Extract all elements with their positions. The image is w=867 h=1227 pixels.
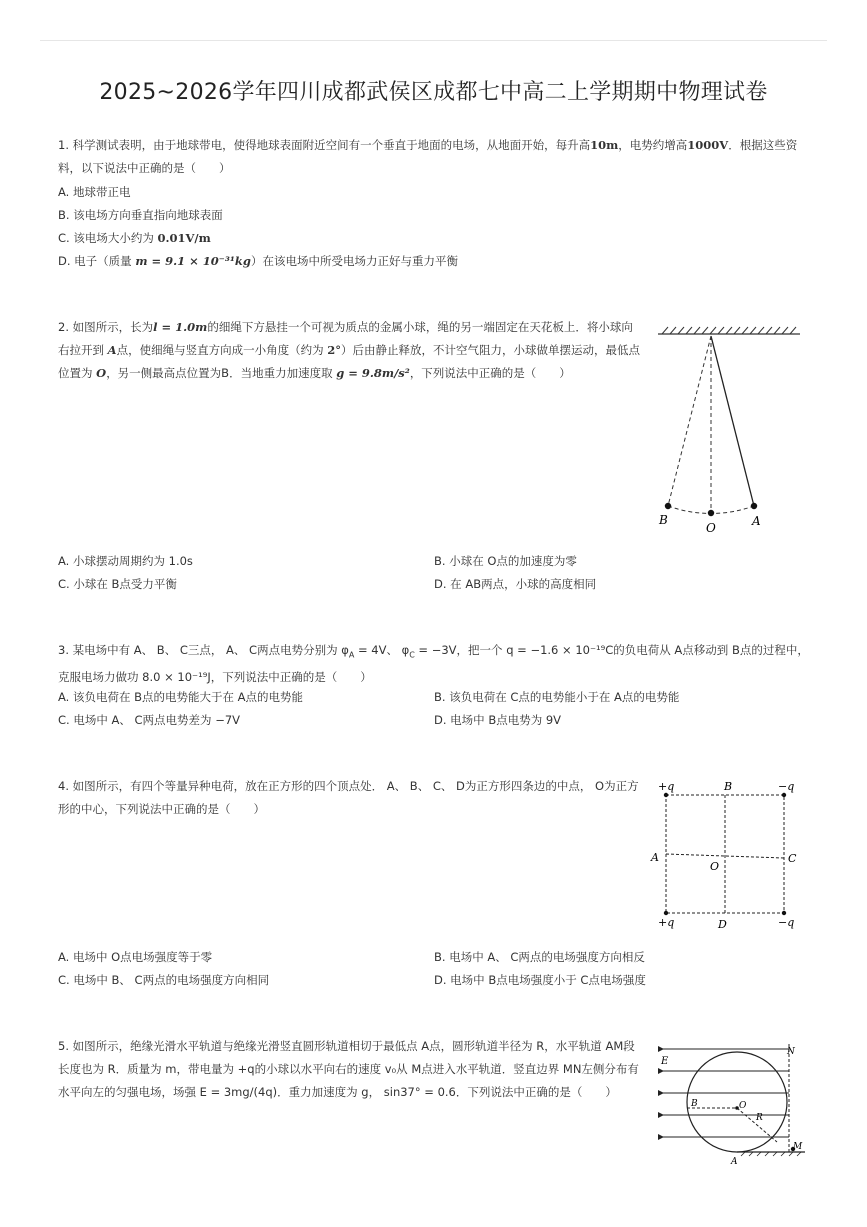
q1-option-c[interactable] [58, 230, 211, 246]
page-title: 2025~2026学年四川成都武侯区成都七中高二上学期期中物理试卷 [99, 80, 768, 105]
label-plus-q-top: +q [658, 780, 675, 793]
q2-stem-text-4: ）后由静止释放，不计空气阻力，小球做单摆运动，最低点位置为 [58, 343, 641, 380]
label-minus-q-bottom: −q [778, 916, 795, 929]
q3-subscript-a: A [348, 650, 355, 660]
ball-b [665, 503, 671, 509]
q4-option-a[interactable]: A. 电场中 O点电场强度等于零 [58, 950, 213, 964]
label-a: A [752, 514, 761, 528]
q1-option-d-text-1: D. 电子（质量 [58, 254, 136, 268]
q2-option-d[interactable]: D. 在 AB两点，小球的高度相同 [434, 577, 597, 591]
q3-stem-text-3: = −3V，把一个 q = −1.6 × 10⁻¹⁹C的负电荷从 A点移动到 B点的过程中，克服电场力做功 8.0 × 10⁻¹⁹J，下列说法中正确的是（ ） [58, 643, 809, 685]
q1-value-height: 10m [590, 138, 619, 152]
string-to-b [668, 336, 711, 506]
label-m: M [793, 1142, 803, 1152]
header-divider [40, 40, 827, 41]
q1-option-c-text: C. 该电场大小约为 [58, 231, 158, 245]
q3-option-a[interactable]: A. 该负电荷在 B点的电势能大于在 A点的电势能 [58, 690, 304, 704]
q2-option-c[interactable]: C. 小球在 B点受力平衡 [58, 577, 177, 591]
q3-option-d[interactable]: D. 电场中 B点电势为 9V [434, 713, 562, 727]
label-a: A [651, 851, 659, 864]
field-lines [663, 1049, 789, 1137]
question-1-stem [58, 134, 810, 180]
charge-top-left [664, 793, 668, 797]
label-d: D [718, 918, 727, 931]
q4-option-b[interactable]: B. 电场中 A、 C两点的电场强度方向相反 [434, 950, 645, 964]
label-plus-q-bottom: +q [658, 916, 675, 929]
q2-option-b[interactable]: B. 小球在 O点的加速度为零 [434, 554, 577, 568]
label-o: O [739, 1101, 747, 1111]
label-e: E [661, 1056, 669, 1067]
q3-subscript-c: C [409, 650, 415, 660]
q4-option-d[interactable]: D. 电场中 B点电场强度小于 C点电场强度 [434, 973, 646, 987]
q1-stem-text-3: ．根据这些资料，以下说法中正确的是（ ） [58, 138, 798, 175]
q2-stem-text-2: 的细绳下方悬挂一个可视为质点的金属小球，绳的另一端固定在天花板上．将小球向右拉开到 [58, 320, 633, 357]
charge-square-figure [648, 776, 808, 936]
label-n: N [787, 1047, 795, 1057]
ball-o [708, 510, 714, 516]
q1-option-a[interactable]: A. 地球带正电 [58, 185, 131, 199]
q2-value-a: A [107, 343, 117, 357]
label-a: A [731, 1157, 738, 1166]
label-r: R [756, 1113, 763, 1123]
q1-option-d-value: m = 9.1 × 10⁻³¹kg [135, 254, 251, 268]
q3-option-b[interactable]: B. 该负电荷在 C点的电势能小于在 A点的电势能 [434, 690, 680, 704]
q1-option-d-text-2: ）在该电场中所受电场力正好与重力平衡 [250, 254, 458, 268]
label-minus-q-top: −q [778, 780, 795, 793]
q4-option-c[interactable]: C. 电场中 B、 C两点的电场强度方向相同 [58, 973, 270, 987]
label-b: B [724, 780, 733, 793]
label-c: C [788, 852, 797, 865]
string-to-a [711, 336, 754, 506]
q2-value-o: O [96, 366, 107, 380]
q1-option-c-value: 0.01V/m [157, 231, 211, 245]
label-b: B [691, 1099, 698, 1109]
circular-track-figure [655, 1036, 810, 1166]
charge-bottom-right [782, 911, 786, 915]
q2-value-angle: 2° [327, 343, 342, 357]
q2-stem-text-6: ，下列说法中正确的是（ ） [409, 366, 571, 380]
q2-option-a[interactable]: A. 小球摆动周期约为 1.0s [58, 554, 193, 568]
ball-a [751, 503, 757, 509]
q2-stem-text-5: ，另一侧最高点位置为B．当地重力加速度取 [106, 366, 337, 380]
q1-stem-text-2: ，电势约增高 [618, 138, 688, 152]
question-3-stem [58, 639, 814, 689]
label-o: O [706, 521, 716, 535]
question-2-stem [58, 316, 640, 385]
q2-value-length: l = 1.0m [153, 320, 208, 334]
q2-stem-text-3: 点，使细绳与竖直方向成一小角度（约为 [116, 343, 328, 357]
q2-value-g: g = 9.8m/s² [336, 366, 410, 380]
q1-option-d[interactable] [58, 253, 458, 269]
label-o: O [710, 860, 720, 873]
question-5-stem: 5. 如图所示，绝缘光滑水平轨道与绝缘光滑竖直圆形轨道相切于最低点 A点，圆形轨道半径为 R，水平轨道 AM段长度也为 R．质量为 m，带电量为 +q的小球以水平向右的速度 v₀从 M点进入水平轨道．竖直边界 MN左侧分布有水平向左的匀强电场，场强 E = 3mg/(4q)．重力加速度为 g， sin37° = 0.6．下列说法中正确的是（ ） [58, 1039, 639, 1099]
question-4-stem: 4. 如图所示，有四个等量异种电荷，放在正方形的四个顶点处． A、 B、 C、 D为正方形四条边的中点， O为正方形的中心，下列说法中正确的是（ ） [58, 779, 639, 816]
q1-option-b[interactable]: B. 该电场方向垂直指向地球表面 [58, 208, 223, 222]
q3-stem-text-1: 3. 某电场中有 A、 B、 C三点， A、 C两点电势分别为 φ [58, 643, 349, 657]
label-b: B [659, 513, 668, 527]
q3-stem-text-2: = 4V、 φ [354, 643, 410, 657]
q1-stem-text-1: 1. 科学测试表明，由于地球带电，使得地球表面附近空间有一个垂直于地面的电场，从地面开始，每升高 [58, 138, 591, 152]
q1-value-potential: 1000V [687, 138, 729, 152]
charge-top-right [782, 793, 786, 797]
charge-bottom-left [664, 911, 668, 915]
ceiling-hatching [662, 327, 796, 334]
pendulum-figure [650, 322, 810, 537]
q2-stem-text-1: 2. 如图所示，长为 [58, 320, 154, 334]
q3-option-c[interactable]: C. 电场中 A、 C两点电势差为 −7V [58, 713, 241, 727]
